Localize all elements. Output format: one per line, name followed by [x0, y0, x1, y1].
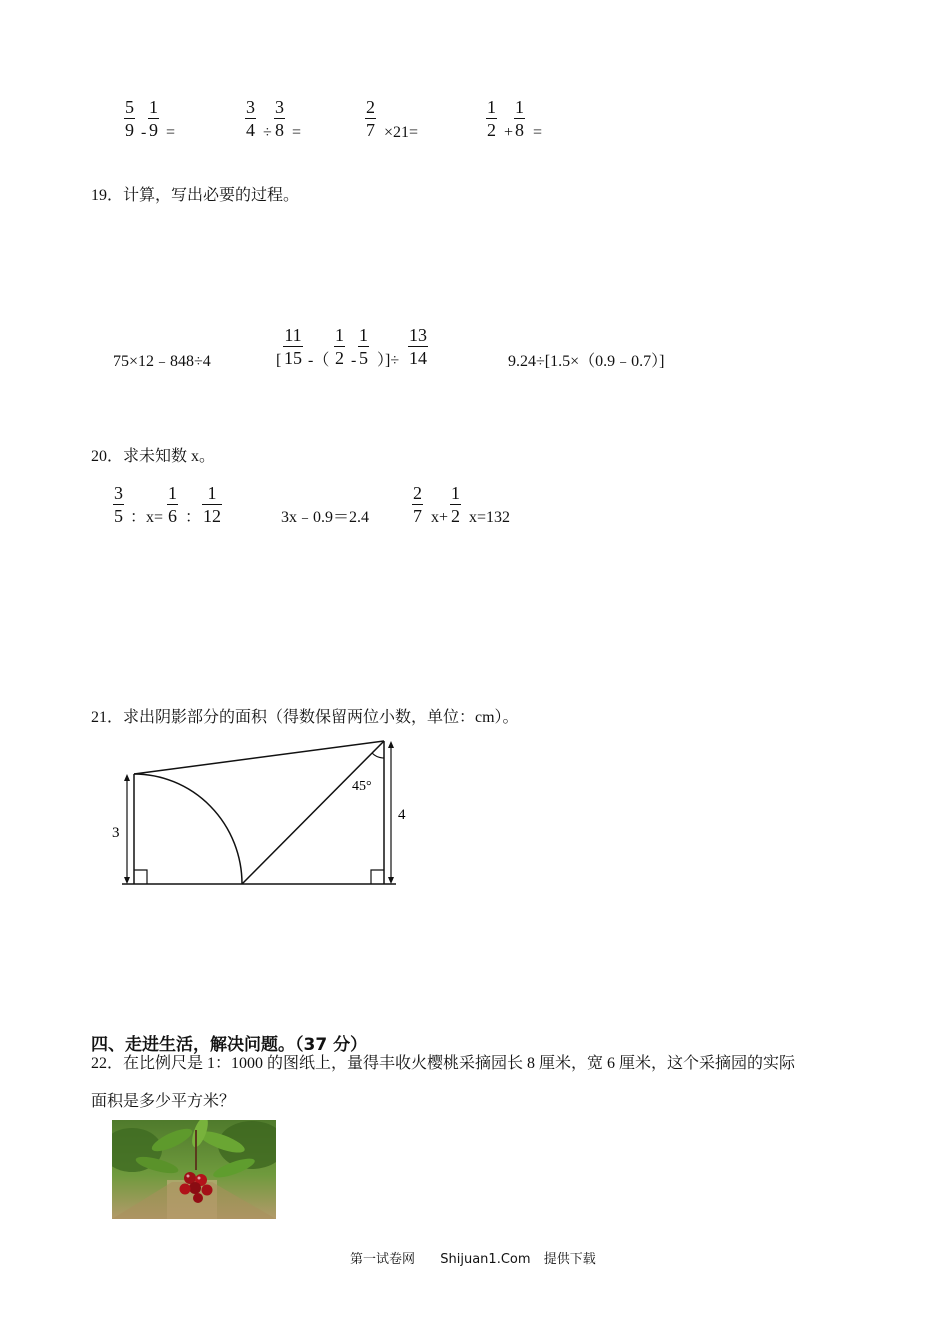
operator: -（	[308, 352, 330, 369]
expression-tail: ×21=	[384, 124, 419, 141]
right-angle-left	[134, 870, 147, 884]
top-side	[134, 741, 384, 774]
fraction: 2 7	[366, 97, 375, 140]
arrow-up-icon	[124, 774, 130, 781]
arrow-down-icon	[388, 877, 394, 884]
fraction: 1 2	[487, 97, 496, 140]
fraction: 1 9	[149, 97, 158, 140]
colon: ：	[185, 509, 202, 526]
geometry-figure	[100, 730, 420, 895]
q20-equation-2: 3x﹣0.9＝2.4	[281, 509, 370, 526]
q21-title: 21．求出阴影部分的面积（得数保留两位小数，单位：cm）。	[91, 709, 519, 726]
section-heading: 四、走进生活，解决问题。（37 分）	[91, 1035, 368, 1055]
label-left: 3	[112, 825, 120, 841]
fraction: 1 12	[203, 483, 221, 526]
q20-title: 20．求未知数 x。	[91, 448, 216, 465]
footer-right: 提供下载	[543, 1251, 596, 1266]
footer-left: 第一试卷网	[350, 1251, 416, 1266]
equals: =	[166, 124, 176, 141]
fraction: 1 6	[168, 483, 177, 526]
expression-part: x+	[431, 509, 449, 526]
operator: ÷	[263, 124, 272, 141]
label-angle: 45°	[352, 779, 372, 794]
q22-line-2: 面积是多少平方米？	[91, 1093, 236, 1110]
equals: =	[533, 124, 543, 141]
operator: ）]÷	[377, 352, 400, 369]
fraction: 1 2	[335, 325, 344, 368]
fraction: 3 5	[114, 483, 123, 526]
operator: +	[504, 124, 514, 141]
q22-line-1: 22．在比例尺是 1：1000 的图纸上，量得丰收火樱桃采摘园长 8 厘米，宽 6 厘米，这个采摘园的实际	[91, 1055, 796, 1072]
cherry-orchard-image	[112, 1120, 276, 1219]
fraction: 5 9	[125, 97, 134, 140]
q19-title: 19．计算，写出必要的过程。	[91, 187, 300, 204]
footer	[350, 1248, 596, 1267]
diagonal	[242, 741, 384, 884]
arrow-down-icon	[124, 877, 130, 884]
fraction: 3 4	[246, 97, 255, 140]
q19-expression-1: 75×12﹣848÷4	[113, 353, 211, 370]
operator: -	[351, 352, 357, 369]
label-right: 4	[398, 807, 406, 823]
arrow-up-icon	[388, 741, 394, 748]
fraction: 1 8	[515, 97, 524, 140]
expression-part: x=132	[469, 509, 511, 526]
fraction: 2 7	[413, 483, 422, 526]
expression-part: ：x=	[130, 509, 164, 526]
fraction: 3 8	[275, 97, 284, 140]
equals: =	[292, 124, 302, 141]
quarter-arc	[134, 774, 242, 884]
fraction: 1 5	[359, 325, 368, 368]
fraction: 11 15	[284, 325, 302, 368]
footer-site[interactable]: Shijuan1.Com	[440, 1252, 531, 1267]
bracket: [	[276, 352, 282, 369]
angle-arc	[372, 753, 384, 758]
q19-expression-3: 9.24÷[1.5×（0.9﹣0.7）]	[508, 353, 665, 370]
operator: -	[141, 124, 147, 141]
fraction: 13 14	[409, 325, 427, 368]
fraction: 1 2	[451, 483, 460, 526]
right-angle-right	[371, 870, 384, 884]
